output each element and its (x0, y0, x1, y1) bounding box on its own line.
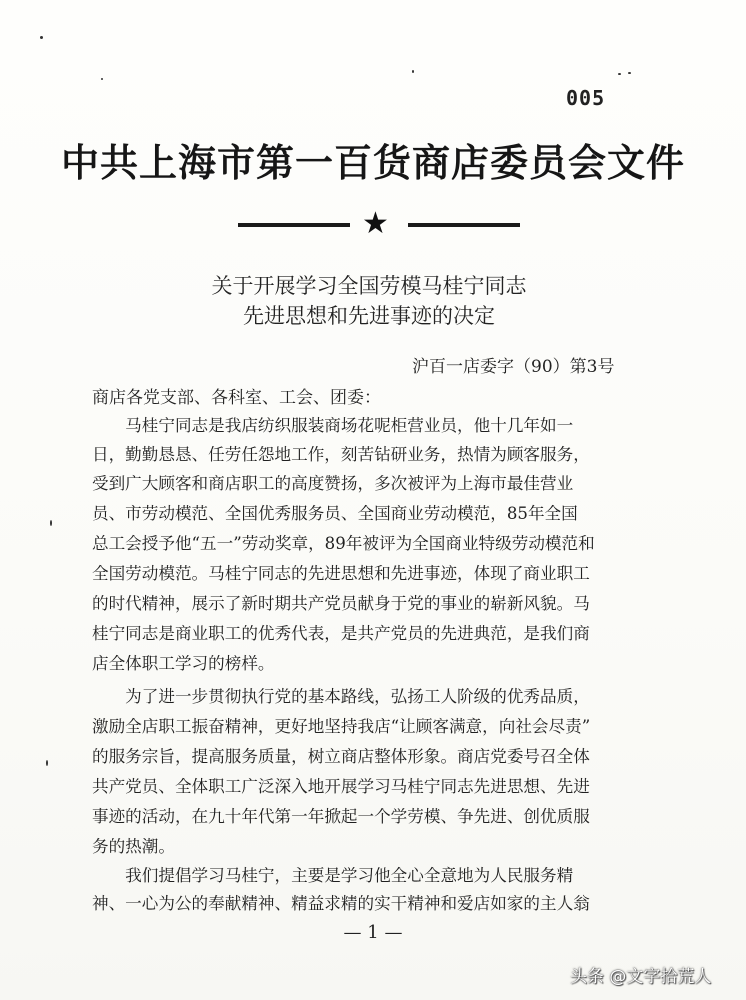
body-text-line: 总工会授予他“五一”劳动奖章，89年被评为全国商业特级劳动模范和 (92, 534, 595, 553)
divider-rule-left (238, 223, 350, 227)
body-text-line: 的服务宗旨，提高服务质量，树立商店整体形象。商店党委号召全体 (92, 747, 590, 766)
reference-number: 沪百一店委字（90）第3号 (412, 357, 615, 377)
page-number: — 1 — (343, 922, 403, 943)
body-text-line: 日，勤勤恳恳、任劳任怨地工作，刻苦钻研业务，热情为顾客服务， (92, 445, 590, 464)
body-text-line: 的时代精神，展示了新时期共产党员献身于党的事业的崭新风貌。马 (92, 594, 590, 613)
divider-rule-right (408, 223, 520, 227)
header-divider (0, 206, 746, 242)
body-text-line: 受到广大顾客和商店职工的高度赞扬，多次被评为上海市最佳营业 (92, 474, 574, 493)
scan-speck (618, 73, 621, 75)
body-text-line: 务的热潮。 (92, 837, 175, 856)
body-text-line: 共产党员、全体职工广泛深入地开展学习马桂宁同志先进思想、先进 (92, 777, 590, 796)
body-text-line: 神、一心为公的奉献精神、精益求精的实干精神和爱店如家的主人翁 (92, 894, 590, 913)
scan-speck (46, 760, 48, 766)
body-text-line: 为了进一步贯彻执行党的基本路线，弘扬工人阶级的优秀品质， (92, 687, 590, 706)
scan-speck (40, 36, 43, 39)
document-subject-line-1: 关于开展学习全国劳模马桂宁同志 (211, 274, 527, 298)
scan-speck (412, 70, 414, 73)
star-icon: ★ (362, 206, 389, 241)
body-text-line: 店全体职工学习的榜样。 (92, 654, 275, 673)
body-text-line: 桂宁同志是商业职工的优秀代表，是共产党员的先进典范，是我们商 (92, 624, 590, 643)
body-text-line: 我们提倡学习马桂宁，主要是学习他全心全意地为人民服务精 (92, 866, 574, 885)
body-text-line: 激励全店职工振奋精神，更好地坚持我店“让顾客满意，向社会尽责” (92, 717, 591, 736)
body-text-line: 全国劳动模范。马桂宁同志的先进思想和先进事迹，体现了商业职工 (92, 564, 590, 583)
scan-speck (628, 72, 631, 74)
document-subject-line-2: 先进思想和先进事迹的决定 (243, 304, 495, 328)
scan-speck (50, 520, 52, 526)
platform-watermark: 头条 @文字拾荒人 (570, 967, 712, 987)
scan-speck (101, 78, 103, 80)
body-text-line: 员、市劳动模范、全国优秀服务员、全国商业劳动模范，85年全国 (92, 504, 578, 523)
document-serial-number: 005 (566, 86, 606, 110)
body-text-line: 事迹的活动，在九十年代第一年掀起一个学劳模、争先进、创优质服 (92, 807, 590, 826)
body-text-line: 马桂宁同志是我店纺织服装商场花呢柜营业员，他十几年如一 (92, 416, 574, 435)
issuing-authority-header: 中共上海市第一百货商店委员会文件 (60, 140, 685, 185)
addressee: 商店各党支部、各科室、工会、团委： (92, 388, 381, 408)
